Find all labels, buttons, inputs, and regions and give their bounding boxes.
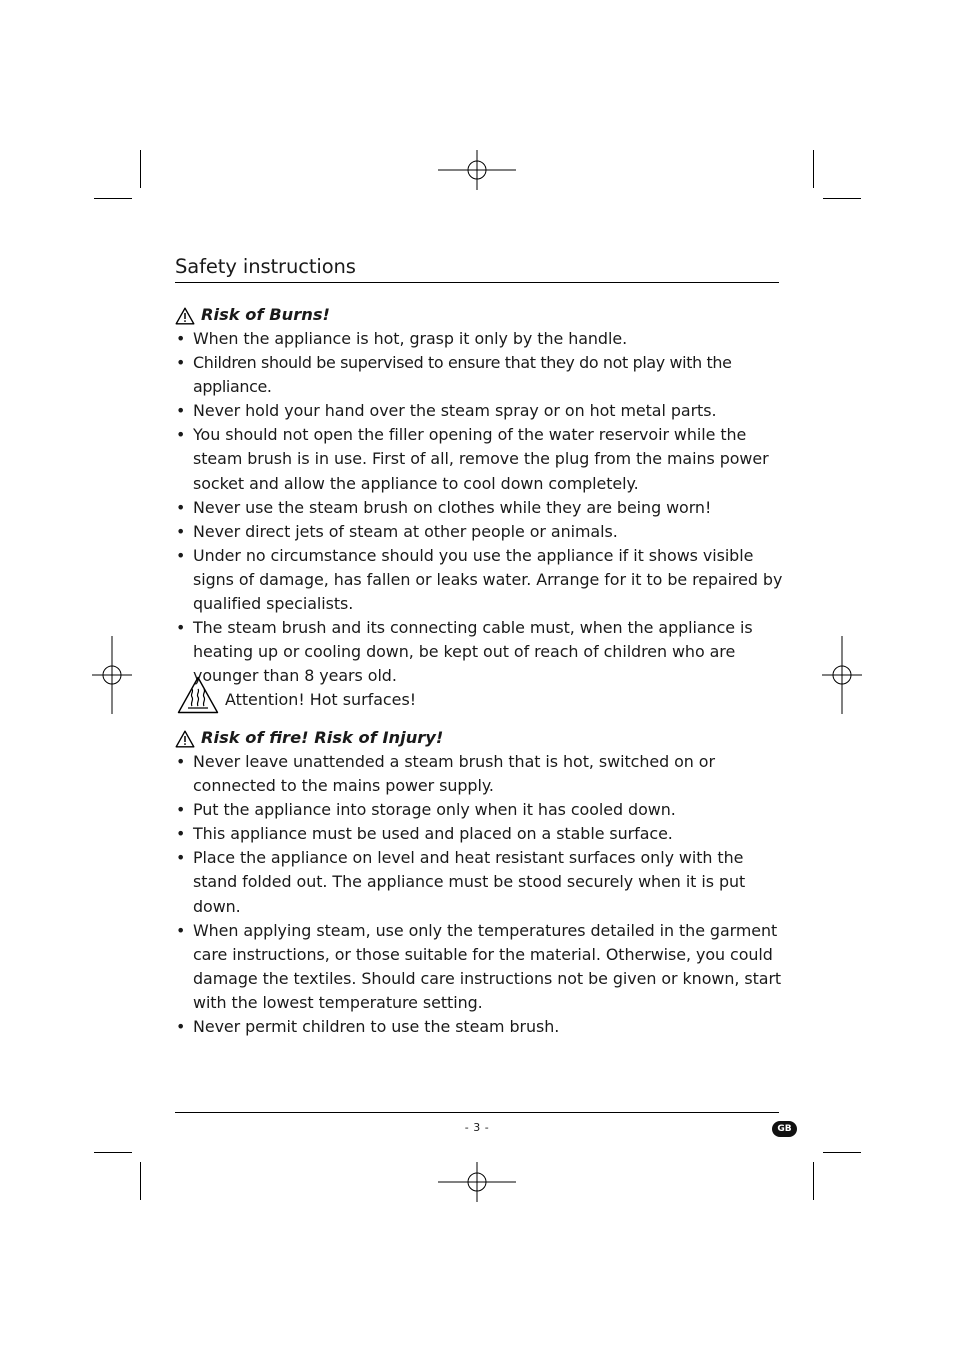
- crop-mark: [823, 198, 861, 199]
- crop-mark: [813, 1162, 814, 1200]
- page-title: Safety instructions: [175, 255, 356, 278]
- crop-mark: [140, 150, 141, 188]
- crop-mark: [94, 198, 132, 199]
- registration-mark-icon: [438, 1162, 516, 1202]
- fire-section: [175, 726, 785, 1039]
- registration-mark-icon: [438, 150, 516, 190]
- language-badge: GB: [772, 1121, 797, 1137]
- crop-mark: [94, 1152, 132, 1153]
- list-item: • Under no circumstance should you use the appliance if it shows visible signs of damage, has fallen or leaks water. Arrange for it to be repaired by qualified specialists.: [175, 544, 785, 616]
- list-item: • You should not open the filler opening of the water reservoir while the steam brush is in use. First of all, remove the plug from the mains power socket and allow the appliance to cool down completely.: [175, 423, 785, 495]
- fire-heading-text: Risk of fire! Risk of Injury!: [201, 728, 444, 747]
- fire-heading: [175, 726, 785, 750]
- list-item: • Never permit children to use the steam brush.: [175, 1015, 785, 1039]
- crop-mark: [813, 150, 814, 188]
- list-item: • Never use the steam brush on clothes while they are being worn!: [175, 496, 785, 520]
- hot-surface-icon: [177, 676, 219, 714]
- list-item: • Put the appliance into storage only when it has cooled down.: [175, 798, 785, 822]
- burns-section: [175, 303, 785, 688]
- list-item: • Never leave unattended a steam brush that is hot, switched on or connected to the mains power supply.: [175, 750, 785, 798]
- registration-mark-icon: [822, 636, 862, 714]
- title-rule: [175, 282, 779, 283]
- crop-mark: [823, 1152, 861, 1153]
- list-item: • When the appliance is hot, grasp it only by the handle.: [175, 327, 785, 351]
- list-item: • Place the appliance on level and heat resistant surfaces only with the stand folded out. The appliance must be stood securely when it is put down.: [175, 846, 785, 918]
- crop-mark: [140, 1162, 141, 1200]
- burns-list: [175, 327, 785, 688]
- hot-surface-notice: [177, 676, 416, 714]
- fire-list: [175, 750, 785, 1039]
- list-item: • Never direct jets of steam at other people or animals.: [175, 520, 785, 544]
- list-item: • Never hold your hand over the steam spray or on hot metal parts.: [175, 399, 785, 423]
- warning-triangle-icon: [175, 730, 195, 748]
- list-item: • Children should be supervised to ensure that they do not play with the appliance.: [175, 351, 785, 399]
- burns-heading-text: Risk of Burns!: [201, 305, 330, 324]
- registration-mark-icon: [92, 636, 132, 714]
- list-item: • This appliance must be used and placed on a stable surface.: [175, 822, 785, 846]
- warning-triangle-icon: [175, 307, 195, 325]
- page-number: - 3 -: [464, 1121, 490, 1134]
- list-item: • When applying steam, use only the temperatures detailed in the garment care instructions, or those suitable for the material. Otherwise, you could damage the textiles. Should care instructions not be given or known, start with the lowest temperature setting.: [175, 919, 785, 1015]
- hot-surface-label: Attention! Hot surfaces!: [225, 689, 417, 709]
- footer-rule: [175, 1112, 779, 1113]
- burns-heading: [175, 303, 785, 327]
- list-item: • The steam brush and its connecting cable must, when the appliance is heating up or cooling down, be kept out of reach of children who are younger than 8 years old.: [175, 616, 785, 688]
